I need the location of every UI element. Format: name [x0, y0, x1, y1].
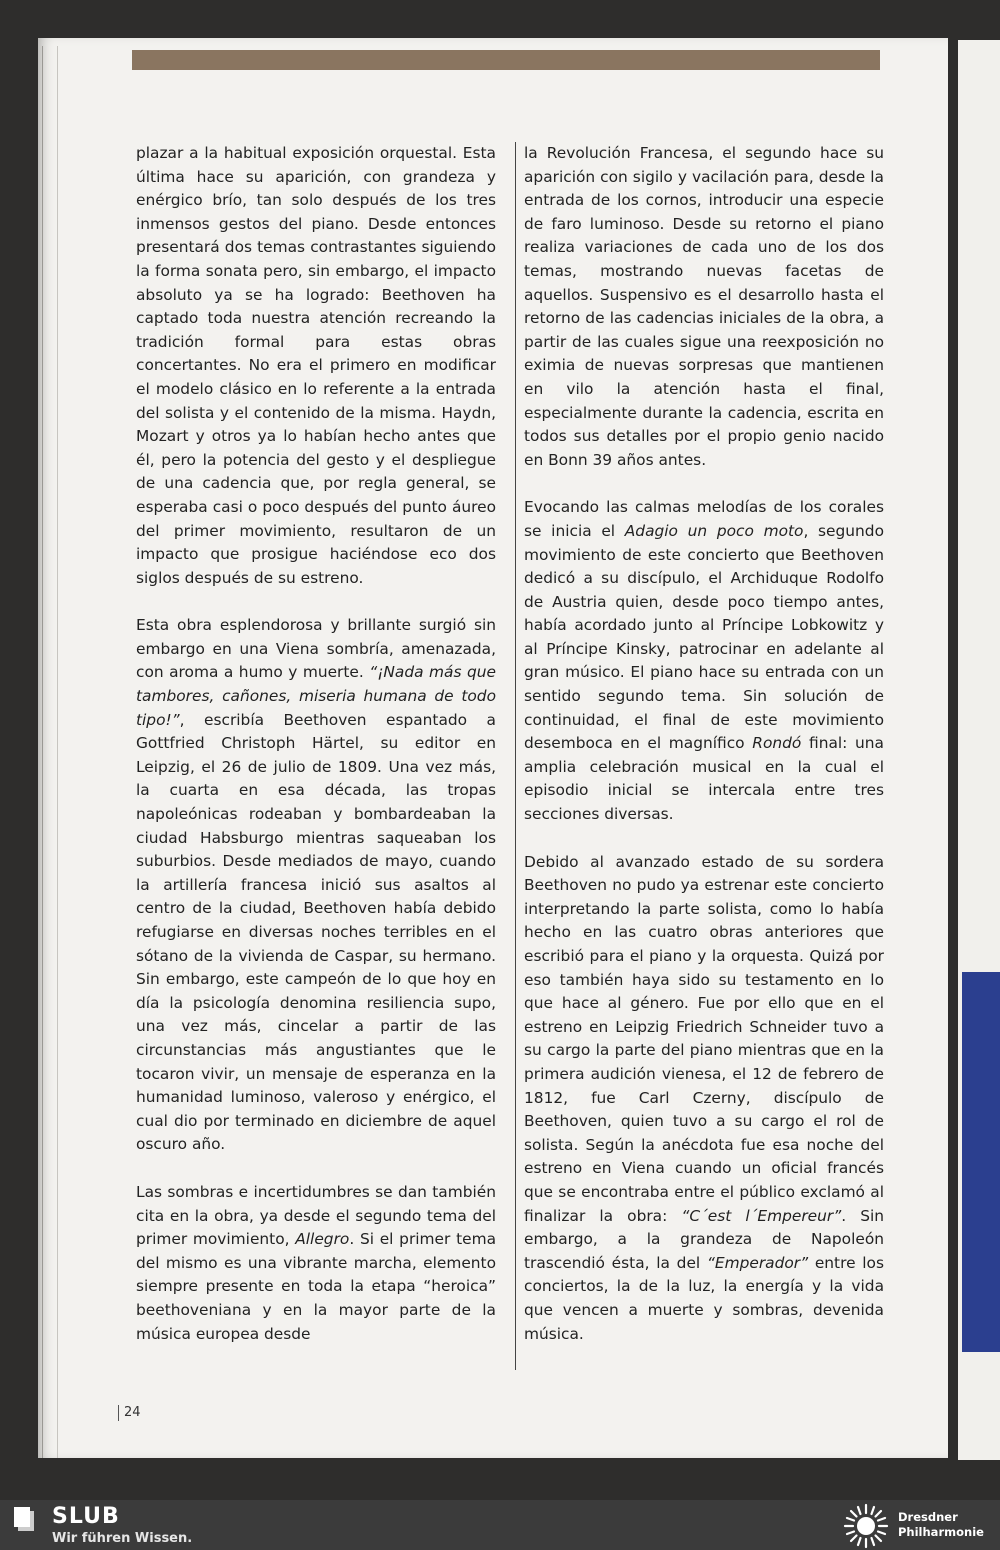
movement-title: Rondó: [752, 734, 802, 753]
partner-name-line2: Philharmonie: [898, 1525, 984, 1539]
left-text-column: [136, 142, 496, 1370]
movement-title: Adagio un poco moto: [624, 521, 804, 540]
quote-italic: “C´est l´Empereur”: [681, 1206, 842, 1225]
blue-side-tab: [962, 972, 1000, 1352]
paragraph: Esta obra esplendorosa y brillante surgió sin embargo en una Viena sombría, amenazada, con aroma a humo y muerte. “¡Nada más que tambores, cañones, miseria humana de todo tipo!”, escribía Beethoven espantado a Gottfried Christoph Härtel, su editor en Leipzig, el 26 de julio de 1809. Una vez más, la cuarta en esa década, las tropas napoleónicas rodeaban y bombardeaban la ciudad Habsburgo mientras saqueaban los suburbios. Desde mediados de mayo, cuando la artillería francesa inició sus asaltos al centro de la ciudad, Beethoven había debido refugiarse en diversas noches terribles en el sótano de la vivienda de Caspar, su hermano. Sin embargo, este campeón de lo que hoy en día la psicología denomina resiliencia supo, una vez más, cincelar a partir de las circunstancias más angustiantes que le tocaron vivir, un mensaje de esperanza en la humanidad luminoso, valeroso y enérgico, el cual dio por terminado en diciembre de aquel oscuro año.: [136, 616, 496, 1154]
footer-bar: [0, 1500, 1000, 1550]
header-bar: [132, 50, 880, 70]
paragraph: plazar a la habitual exposición orquestal. Esta última hace su aparición, con grandeza y enérgico brío, tan solo después de los tres inmensos gestos del piano. Desde entonces presentará dos temas contrastantes siguiendo la forma sonata pero, sin embargo, el impacto absoluto ya se ha logrado: Beethoven ha captado toda nuestra atención recreando la tradición formal para estas obras concertantes. No era el primero en modificar el modelo clásico en lo referente a la entrada del solista y el contenido de la misma. Haydn, Mozart y otros ya lo habían hecho antes que él, pero la potencia del gesto y el despliegue de una cadencia que, por regla general, se esperaba casi o poco después del punto áureo del primer movimiento, resultaron de un impacto que prosigue haciéndose eco dos siglos después de su estreno.: [136, 144, 496, 587]
adjacent-page-edge: [958, 40, 1000, 1460]
quote-italic: “Emperador”: [706, 1253, 809, 1272]
movement-title: Allegro: [295, 1230, 350, 1249]
book-icon: [14, 1507, 36, 1531]
right-text-column: [524, 142, 884, 1370]
dresdner-philharmonie-logo-icon: [843, 1503, 889, 1549]
slub-tagline: Wir führen Wissen.: [52, 1531, 193, 1546]
paragraph: Evocando las calmas melodías de los corales se inicia el Adagio un poco moto, segundo movimiento de este concierto que Beethoven dedicó a su discípulo, el Archiduque Rodolfo de Austria quien, desde poco tiempo antes, había acordado junto al Príncipe Lobkowitz y al Príncipe Kinsky, patrocinar en adelante al gran músico. El piano hace su entrada con un sentido segundo tema. Sin solución de continuidad, el final de este movimiento desemboca en el magnífico Rondó final: una amplia celebración musical en la cual el episodio inicial se intercala entre tres secciones diversas.: [524, 498, 884, 824]
partner-name-line1: Dresdner: [898, 1510, 958, 1524]
paragraph: Debido al avanzado estado de su sordera Beethoven no pudo ya estrenar este concierto interpretando la parte solista, como lo había hecho en las cuatro obras anteriores que escribió para el piano y la orquesta. Quizá por eso también haya sido su testamento en lo que hace al género. Fue por ello que en el estreno en Leipzig Friedrich Schneider tuvo a su cargo la parte del piano mientras que en la primera audición vienesa, el 12 de febrero de 1812, fue Carl Czerny, discípulo de Beethoven, quien tuvo a su cargo el rol de solista. Según la anécdota fue esa noche del estreno en Viena cuando un oficial francés que se encontraba entre el público exclamó al finalizar la obra: “C´est l´Empereur”. Sin embargo, a la grandeza de Napoleón trascendió ésta, la del “Emperador” entre los conciertos, la de la luz, la energía y la vida que vencen a muerte y sombras, devenida música.: [524, 852, 884, 1343]
column-divider: [515, 142, 516, 1370]
paragraph: Las sombras e incertidumbres se dan también cita en la obra, ya desde el segundo tema del primer movimiento, Allegro. Si el primer tema del mismo es una vibrante marcha, elemento siempre presente en toda la etapa “heroica” beethoveniana y en la mayor parte de la música europea desde: [136, 1182, 497, 1343]
paragraph: la Revolución Francesa, el segundo hace su aparición con sigilo y vacilación para, desde la entrada de los cornos, introducir una especie de faro luminoso. Desde su retorno el piano realiza variaciones de cada uno de los dos temas, mostrando nuevas facetas de aquellos. Suspensivo es el desarrollo hasta el retorno de las cadencias iniciales de la obra, a partir de las cuales sigue una reexposición no eximia de nuevas sorpresas que mantienen en vilo la atención hasta el final, especialmente durante la cadencia, escrita en todos sus detalles por el propio genio nacido en Bonn 39 años antes.: [524, 144, 884, 469]
slub-logo-text: SLUB: [52, 1504, 120, 1529]
page-binding-edge: [42, 46, 58, 1458]
quote-italic: “¡Nada más que tambores, cañones, miseria humana de todo tipo!”: [136, 663, 496, 729]
page-number: 24: [118, 1405, 141, 1421]
